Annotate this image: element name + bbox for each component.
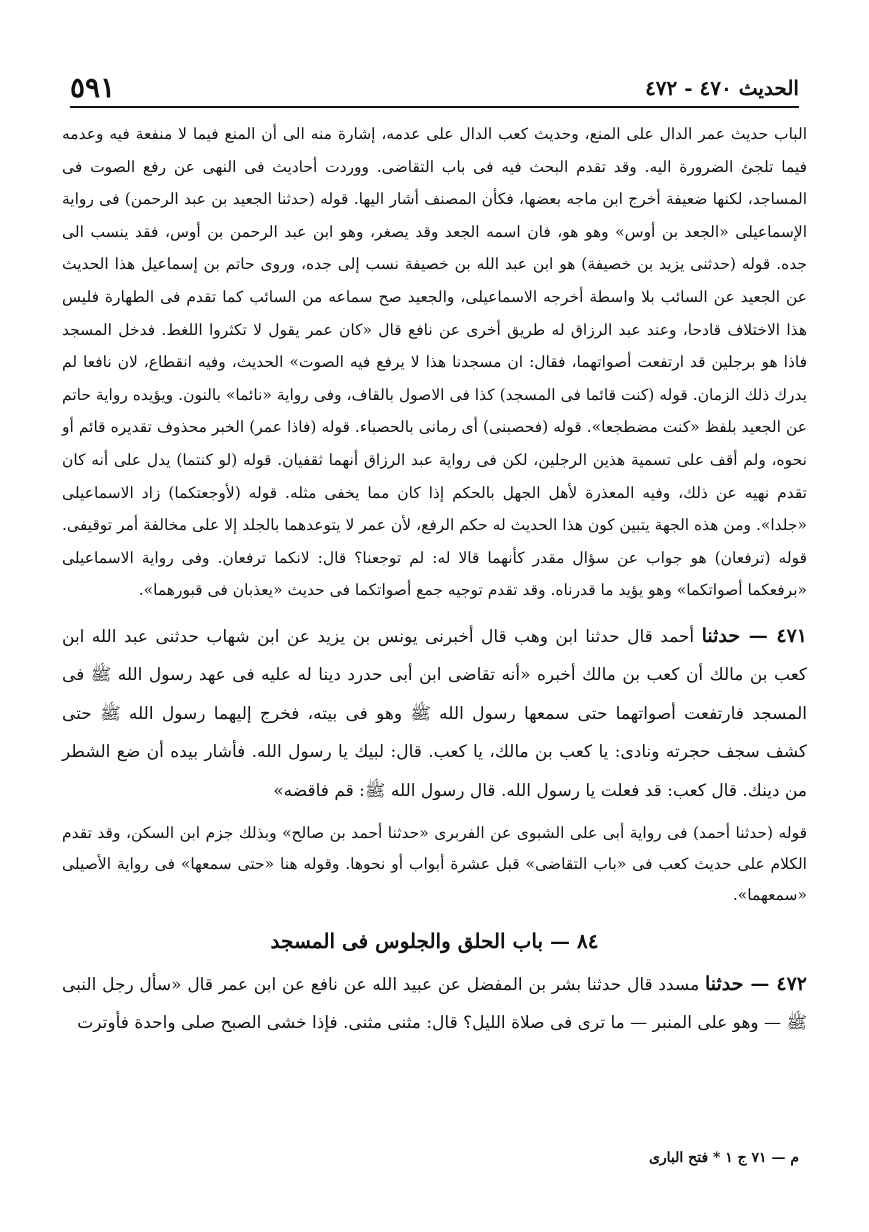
page-footer: م — ٧١ ج ١ * فتح البارى: [648, 1150, 799, 1166]
running-title: الحديث ٤٧٠ - ٤٧٢: [645, 76, 799, 100]
hadith-472: [62, 965, 807, 1042]
hadith-number: ٤٧١ — حدثنا: [701, 624, 807, 647]
chapter-heading: ٨٤ — باب الحلق والجلوس فى المسجد: [270, 929, 599, 954]
commentary-paragraph-2: قوله (حدثنا أحمد) فى رواية أبى على الشبوى عن الفربرى «حدثنا أحمد بن صالح» وبذلك جزم ابن السكن، وقد تقدم الكلام على حديث كعب فى «باب التقاضى» قبل عشرة أبواب أو نحوها. وقوله هنا «حتى سمعها» فى رواية الأصيلى «سمعهما».: [62, 824, 807, 905]
page-number: ٥٩١: [70, 71, 116, 104]
page-body: [62, 118, 807, 1042]
commentary-paragraph: الباب حديث عمر الدال على المنع، وحديث كعب الدال على عدمه، إشارة منه الى أن المنع فيما لا منفعة فيه وعدمه فيما تلجئ الضرورة اليه. وقد تقدم البحث فيه فى باب التقاضى. ووردت أحاديث فى النهى عن رفع الصوت فى المساجد، لكنها ضعيفة أخرج ابن ماجه بعضها، فكأن المصنف أشار اليها. قوله (حدثنا الجعيد بن عبد الرحمن) فى رواية الإسماعيلى «الجعد بن أوس» وهو هو، فان اسمه الجعد وقد يصغر، وهو ابن عبد الرحمن بن أوس، فقد ينسب الى جده. قوله (حدثنى يزيد بن خصيفة) هو ابن عبد الله بن خصيفة نسب إلى جده، وروى حاتم بن إسماعيل هذا الحديث عن الجعيد عن السائب بلا واسطة أخرجه الاسماعيلى، والجعيد صح سماعه من السائب كما تقدم فى الطهارة فليس هذا الاختلاف قادحا، وعند عبد الرزاق له طريق أخرى عن نافع قال «كان عمر يقول لا تكثروا اللغط. فدخل المسجد فاذا هو برجلين قد ارتفعت أصواتهما، فقال: ان مسجدنا هذا لا يرفع فيه الصوت» الحديث، وفيه انقطاع، لان نافعا لم يدرك ذلك الزمان. قوله (كنت قائما فى المسجد) كذا فى الاصول بالقاف، وفى رواية «نائما» بالنون. ويؤيده رواية حاتم عن الجعيد بلفظ «كنت مضطجعا». قوله (فحصبنى) أى رمانى بالحصباء. قوله (فاذا عمر) الخبر محذوف تقديره قائم أو نحوه، ولم أقف على تسمية هذين الرجلين، لكن فى رواية عبد الرزاق أنهما ثقفيان. قوله (لو كنتما) يدل على أنه كان تقدم نهيه عن ذلك، وفيه المعذرة لأهل الجهل بالحكم إذا كان مما يخفى مثله. قوله (لأوجعتكما) زاد الاسماعيلى «جلدا». ومن هذه الجهة يتبين كون هذا الحديث له حكم الرفع، لأن عمر لا يتوعدهما بالجلد إلا على مخالفة أمر توقيفى. قوله (ترفعان) هو جواب عن سؤال مقدر كأنهما قالا له: لم توجعنا؟ قال: لانكما ترفعان. وفى رواية الاسماعيلى «برفعكما أصواتكما» وهو يؤيد ما قدرناه. وقد تقدم توجيه جمع أصواتكما فى حديث «يعذبان فى قبورهما».: [62, 125, 807, 600]
hadith-text: مسدد قال حدثنا بشر بن المفضل عن عبيد الله عن نافع عن ابن عمر قال «سأل رجل النبى ﷺ — وهو على المنبر — ما ترى فى صلاة الليل؟ قال: مثنى مثنى. فإذا خشى الصبح صلى واحدة فأوترت: [62, 975, 807, 1034]
page-header: [70, 56, 799, 108]
hadith-471: [62, 617, 807, 811]
hadith-number: ٤٧٢ — حدثنا: [704, 973, 807, 996]
hadith-text: أحمد قال حدثنا ابن وهب قال أخبرنى يونس بن يزيد عن ابن شهاب حدثنى عبد الله ابن كعب بن مالك أن كعب بن مالك أخبره «أنه تقاضى ابن أبى حدرد دينا له عليه فى عهد رسول الله ﷺ فى المسجد فارتفعت أصواتهما حتى سمعها رسول الله ﷺ وهو فى بيته، فخرج إليهما رسول الله ﷺ حتى كشف سجف حجرته ونادى: يا كعب بن مالك، يا كعب. قال: لبيك يا رسول الله. فأشار بيده أن ضع الشطر من دينك. قال كعب: قد فعلت يا رسول الله. قال رسول الله ﷺ: قم فاقضه»: [62, 626, 807, 801]
